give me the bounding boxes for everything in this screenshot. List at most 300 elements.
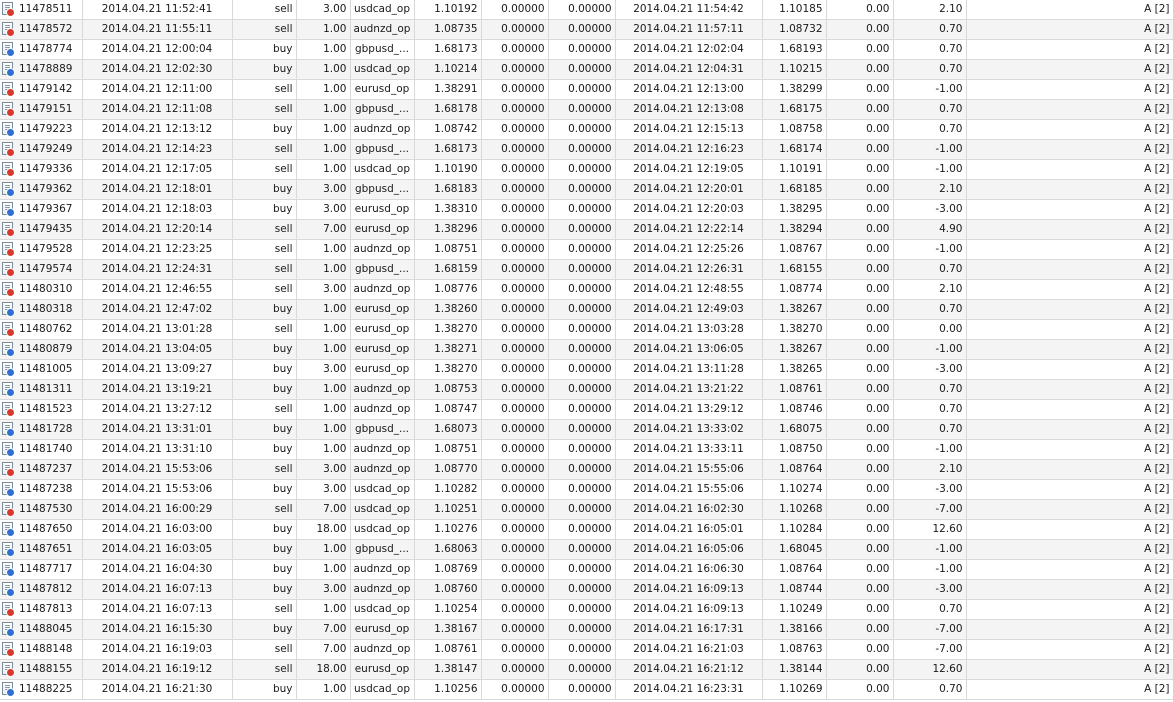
size-cell: 1.00 — [296, 300, 350, 320]
commission-cell: 0.00 — [826, 440, 893, 460]
commission-cell: 0.00 — [826, 340, 893, 360]
profit-cell: 12.60 — [893, 520, 966, 540]
size-cell: 1.00 — [296, 560, 350, 580]
type-cell: buy — [232, 40, 296, 60]
size-cell: 1.00 — [296, 540, 350, 560]
close-time-cell: 2014.04.21 13:21:22 — [615, 380, 762, 400]
table-row[interactable] — [0, 140, 1173, 160]
take-profit-cell: 0.00000 — [548, 320, 615, 340]
ticket-cell — [0, 620, 82, 640]
size-cell: 18.00 — [296, 660, 350, 680]
buy-order-icon — [2, 522, 13, 535]
commission-cell: 0.00 — [826, 420, 893, 440]
ticket-cell — [0, 140, 82, 160]
close-time-cell: 2014.04.21 12:15:13 — [615, 120, 762, 140]
table-row[interactable] — [0, 380, 1173, 400]
type-cell: sell — [232, 160, 296, 180]
sell-order-icon — [2, 462, 13, 475]
stop-loss-cell: 0.00000 — [481, 560, 548, 580]
table-row[interactable] — [0, 180, 1173, 200]
close-price-cell: 1.38295 — [762, 200, 826, 220]
take-profit-cell: 0.00000 — [548, 560, 615, 580]
close-price-cell: 1.68175 — [762, 100, 826, 120]
type-cell: buy — [232, 300, 296, 320]
commission-cell: 0.00 — [826, 240, 893, 260]
comment-cell: A [2] — [966, 220, 1173, 240]
size-cell: 18.00 — [296, 520, 350, 540]
profit-cell: 0.70 — [893, 420, 966, 440]
take-profit-cell: 0.00000 — [548, 180, 615, 200]
comment-cell: A [2] — [966, 180, 1173, 200]
ticket-cell — [0, 600, 82, 620]
close-time-cell: 2014.04.21 16:17:31 — [615, 620, 762, 640]
close-time-cell: 2014.04.21 16:06:30 — [615, 560, 762, 580]
open-time-cell: 2014.04.21 13:31:10 — [82, 440, 232, 460]
type-cell: sell — [232, 80, 296, 100]
ticket-cell — [0, 380, 82, 400]
ticket-number: 11479223 — [19, 123, 73, 135]
open-price-cell: 1.10251 — [414, 500, 481, 520]
size-cell: 1.00 — [296, 60, 350, 80]
open-price-cell: 1.10192 — [414, 0, 481, 20]
ticket-number: 11481728 — [19, 423, 73, 435]
type-cell: buy — [232, 340, 296, 360]
table-row[interactable] — [0, 240, 1173, 260]
buy-order-icon — [2, 62, 13, 75]
stop-loss-cell: 0.00000 — [481, 60, 548, 80]
size-cell: 3.00 — [296, 180, 350, 200]
ticket-number: 11479528 — [19, 243, 73, 255]
open-time-cell: 2014.04.21 12:14:23 — [82, 140, 232, 160]
ticket-cell — [0, 320, 82, 340]
ticket-number: 11479362 — [19, 183, 73, 195]
table-row[interactable] — [0, 480, 1173, 500]
take-profit-cell: 0.00000 — [548, 140, 615, 160]
ticket-cell — [0, 20, 82, 40]
sell-order-icon — [2, 262, 13, 275]
table-row[interactable] — [0, 520, 1173, 540]
close-time-cell: 2014.04.21 16:09:13 — [615, 600, 762, 620]
table-row[interactable] — [0, 680, 1173, 700]
take-profit-cell: 0.00000 — [548, 20, 615, 40]
profit-cell: -3.00 — [893, 360, 966, 380]
open-price-cell: 1.08760 — [414, 580, 481, 600]
open-price-cell: 1.38310 — [414, 200, 481, 220]
table-row[interactable] — [0, 540, 1173, 560]
open-price-cell: 1.08770 — [414, 460, 481, 480]
take-profit-cell: 0.00000 — [548, 100, 615, 120]
open-price-cell: 1.68183 — [414, 180, 481, 200]
table-row[interactable] — [0, 640, 1173, 660]
ticket-cell — [0, 520, 82, 540]
take-profit-cell: 0.00000 — [548, 600, 615, 620]
symbol-cell: audnzd_op — [350, 240, 414, 260]
take-profit-cell: 0.00000 — [548, 480, 615, 500]
ticket-number: 11487813 — [19, 603, 73, 615]
ticket-number: 11478889 — [19, 63, 73, 75]
table-row[interactable] — [0, 620, 1173, 640]
close-time-cell: 2014.04.21 12:48:55 — [615, 280, 762, 300]
ticket-number: 11488045 — [19, 623, 73, 635]
comment-cell: A [2] — [966, 540, 1173, 560]
commission-cell: 0.00 — [826, 140, 893, 160]
table-row[interactable] — [0, 120, 1173, 140]
commission-cell: 0.00 — [826, 200, 893, 220]
type-cell: buy — [232, 360, 296, 380]
ticket-number: 11479151 — [19, 103, 73, 115]
profit-cell: 2.10 — [893, 460, 966, 480]
comment-cell: A [2] — [966, 0, 1173, 20]
take-profit-cell: 0.00000 — [548, 500, 615, 520]
open-time-cell: 2014.04.21 16:00:29 — [82, 500, 232, 520]
close-price-cell: 1.10215 — [762, 60, 826, 80]
symbol-cell: eurusd_op — [350, 220, 414, 240]
profit-cell: -1.00 — [893, 540, 966, 560]
open-time-cell: 2014.04.21 15:53:06 — [82, 480, 232, 500]
profit-cell: 0.70 — [893, 300, 966, 320]
take-profit-cell: 0.00000 — [548, 280, 615, 300]
stop-loss-cell: 0.00000 — [481, 200, 548, 220]
symbol-cell: audnzd_op — [350, 440, 414, 460]
ticket-number: 11481523 — [19, 403, 73, 415]
size-cell: 7.00 — [296, 220, 350, 240]
open-time-cell: 2014.04.21 12:47:02 — [82, 300, 232, 320]
open-time-cell: 2014.04.21 16:07:13 — [82, 600, 232, 620]
buy-order-icon — [2, 582, 13, 595]
symbol-cell: usdcad_op — [350, 520, 414, 540]
close-price-cell: 1.08750 — [762, 440, 826, 460]
close-time-cell: 2014.04.21 16:05:01 — [615, 520, 762, 540]
stop-loss-cell: 0.00000 — [481, 300, 548, 320]
table-row[interactable] — [0, 200, 1173, 220]
open-price-cell: 1.68173 — [414, 140, 481, 160]
table-row[interactable] — [0, 20, 1173, 40]
table-row[interactable] — [0, 0, 1173, 20]
type-cell: sell — [232, 500, 296, 520]
comment-cell: A [2] — [966, 120, 1173, 140]
symbol-cell: gbpusd_... — [350, 140, 414, 160]
profit-cell: 2.10 — [893, 0, 966, 20]
size-cell: 1.00 — [296, 40, 350, 60]
size-cell: 7.00 — [296, 500, 350, 520]
take-profit-cell: 0.00000 — [548, 260, 615, 280]
ticket-number: 11487237 — [19, 463, 73, 475]
type-cell: buy — [232, 680, 296, 700]
buy-order-icon — [2, 382, 13, 395]
sell-order-icon — [2, 662, 13, 675]
commission-cell: 0.00 — [826, 280, 893, 300]
type-cell: sell — [232, 460, 296, 480]
close-price-cell: 1.68174 — [762, 140, 826, 160]
symbol-cell: gbpusd_... — [350, 540, 414, 560]
sell-order-icon — [2, 502, 13, 515]
close-price-cell: 1.08774 — [762, 280, 826, 300]
type-cell: buy — [232, 620, 296, 640]
close-time-cell: 2014.04.21 15:55:06 — [615, 480, 762, 500]
type-cell: buy — [232, 580, 296, 600]
ticket-number: 11478572 — [19, 23, 73, 35]
ticket-number: 11479435 — [19, 223, 73, 235]
stop-loss-cell: 0.00000 — [481, 680, 548, 700]
ticket-number: 11479574 — [19, 263, 73, 275]
profit-cell: -3.00 — [893, 580, 966, 600]
size-cell: 1.00 — [296, 380, 350, 400]
comment-cell: A [2] — [966, 620, 1173, 640]
comment-cell: A [2] — [966, 160, 1173, 180]
commission-cell: 0.00 — [826, 660, 893, 680]
close-price-cell: 1.38267 — [762, 300, 826, 320]
type-cell: sell — [232, 660, 296, 680]
close-time-cell: 2014.04.21 11:57:11 — [615, 20, 762, 40]
size-cell: 1.00 — [296, 400, 350, 420]
table-row[interactable] — [0, 280, 1173, 300]
type-cell: buy — [232, 200, 296, 220]
comment-cell: A [2] — [966, 640, 1173, 660]
ticket-cell — [0, 220, 82, 240]
buy-order-icon — [2, 302, 13, 315]
profit-cell: -1.00 — [893, 160, 966, 180]
comment-cell: A [2] — [966, 660, 1173, 680]
type-cell: sell — [232, 240, 296, 260]
table-row[interactable] — [0, 80, 1173, 100]
comment-cell: A [2] — [966, 520, 1173, 540]
symbol-cell: eurusd_op — [350, 340, 414, 360]
take-profit-cell: 0.00000 — [548, 620, 615, 640]
table-row[interactable] — [0, 660, 1173, 680]
profit-cell: 4.90 — [893, 220, 966, 240]
close-time-cell: 2014.04.21 12:13:08 — [615, 100, 762, 120]
close-time-cell: 2014.04.21 12:49:03 — [615, 300, 762, 320]
stop-loss-cell: 0.00000 — [481, 140, 548, 160]
open-price-cell: 1.38270 — [414, 320, 481, 340]
ticket-number: 11480310 — [19, 283, 73, 295]
table-row[interactable] — [0, 260, 1173, 280]
table-row[interactable] — [0, 560, 1173, 580]
take-profit-cell: 0.00000 — [548, 380, 615, 400]
type-cell: sell — [232, 20, 296, 40]
close-price-cell: 1.10274 — [762, 480, 826, 500]
take-profit-cell: 0.00000 — [548, 540, 615, 560]
buy-order-icon — [2, 442, 13, 455]
comment-cell: A [2] — [966, 80, 1173, 100]
ticket-cell — [0, 240, 82, 260]
symbol-cell: audnzd_op — [350, 560, 414, 580]
open-time-cell: 2014.04.21 12:18:03 — [82, 200, 232, 220]
take-profit-cell: 0.00000 — [548, 60, 615, 80]
sell-order-icon — [2, 282, 13, 295]
table-row[interactable] — [0, 400, 1173, 420]
table-row[interactable] — [0, 500, 1173, 520]
table-row[interactable] — [0, 420, 1173, 440]
size-cell: 1.00 — [296, 160, 350, 180]
take-profit-cell: 0.00000 — [548, 160, 615, 180]
stop-loss-cell: 0.00000 — [481, 100, 548, 120]
stop-loss-cell: 0.00000 — [481, 540, 548, 560]
type-cell: buy — [232, 520, 296, 540]
profit-cell: 0.00 — [893, 320, 966, 340]
commission-cell: 0.00 — [826, 500, 893, 520]
profit-cell: -1.00 — [893, 140, 966, 160]
close-price-cell: 1.38166 — [762, 620, 826, 640]
size-cell: 1.00 — [296, 680, 350, 700]
close-time-cell: 2014.04.21 16:23:31 — [615, 680, 762, 700]
buy-order-icon — [2, 482, 13, 495]
ticket-cell — [0, 460, 82, 480]
close-time-cell: 2014.04.21 13:33:02 — [615, 420, 762, 440]
comment-cell: A [2] — [966, 200, 1173, 220]
open-price-cell: 1.38270 — [414, 360, 481, 380]
table-row[interactable] — [0, 220, 1173, 240]
close-price-cell: 1.08764 — [762, 460, 826, 480]
open-time-cell: 2014.04.21 13:04:05 — [82, 340, 232, 360]
ticket-cell — [0, 80, 82, 100]
take-profit-cell: 0.00000 — [548, 660, 615, 680]
symbol-cell: audnzd_op — [350, 380, 414, 400]
type-cell: buy — [232, 420, 296, 440]
table-row[interactable] — [0, 100, 1173, 120]
type-cell: buy — [232, 60, 296, 80]
symbol-cell: usdcad_op — [350, 600, 414, 620]
ticket-cell — [0, 300, 82, 320]
open-price-cell: 1.68073 — [414, 420, 481, 440]
symbol-cell: usdcad_op — [350, 160, 414, 180]
ticket-cell — [0, 200, 82, 220]
table-row[interactable] — [0, 460, 1173, 480]
open-time-cell: 2014.04.21 16:07:13 — [82, 580, 232, 600]
profit-cell: 2.10 — [893, 180, 966, 200]
ticket-number: 11488225 — [19, 683, 73, 695]
comment-cell: A [2] — [966, 440, 1173, 460]
type-cell: buy — [232, 380, 296, 400]
close-time-cell: 2014.04.21 12:13:00 — [615, 80, 762, 100]
profit-cell: 0.70 — [893, 20, 966, 40]
stop-loss-cell: 0.00000 — [481, 640, 548, 660]
stop-loss-cell: 0.00000 — [481, 480, 548, 500]
buy-order-icon — [2, 362, 13, 375]
sell-order-icon — [2, 142, 13, 155]
stop-loss-cell: 0.00000 — [481, 600, 548, 620]
open-price-cell: 1.10190 — [414, 160, 481, 180]
table-row[interactable] — [0, 60, 1173, 80]
table-row[interactable] — [0, 580, 1173, 600]
open-time-cell: 2014.04.21 16:19:03 — [82, 640, 232, 660]
stop-loss-cell: 0.00000 — [481, 660, 548, 680]
ticket-cell — [0, 540, 82, 560]
open-time-cell: 2014.04.21 12:20:14 — [82, 220, 232, 240]
open-price-cell: 1.68173 — [414, 40, 481, 60]
commission-cell: 0.00 — [826, 400, 893, 420]
ticket-number: 11479142 — [19, 83, 73, 95]
size-cell: 3.00 — [296, 580, 350, 600]
open-price-cell: 1.08735 — [414, 20, 481, 40]
symbol-cell: eurusd_op — [350, 320, 414, 340]
close-time-cell: 2014.04.21 16:09:13 — [615, 580, 762, 600]
table-row[interactable] — [0, 40, 1173, 60]
take-profit-cell: 0.00000 — [548, 200, 615, 220]
type-cell: sell — [232, 600, 296, 620]
size-cell: 7.00 — [296, 620, 350, 640]
commission-cell: 0.00 — [826, 260, 893, 280]
close-time-cell: 2014.04.21 13:06:05 — [615, 340, 762, 360]
close-price-cell: 1.08761 — [762, 380, 826, 400]
size-cell: 3.00 — [296, 480, 350, 500]
close-price-cell: 1.10284 — [762, 520, 826, 540]
table-row[interactable] — [0, 340, 1173, 360]
comment-cell: A [2] — [966, 340, 1173, 360]
open-price-cell: 1.68159 — [414, 260, 481, 280]
buy-order-icon — [2, 182, 13, 195]
type-cell: sell — [232, 280, 296, 300]
buy-order-icon — [2, 342, 13, 355]
commission-cell: 0.00 — [826, 0, 893, 20]
type-cell: buy — [232, 480, 296, 500]
ticket-number: 11480879 — [19, 343, 73, 355]
table-row[interactable] — [0, 600, 1173, 620]
profit-cell: 0.70 — [893, 40, 966, 60]
ticket-cell — [0, 120, 82, 140]
sell-order-icon — [2, 102, 13, 115]
commission-cell: 0.00 — [826, 580, 893, 600]
open-price-cell: 1.08776 — [414, 280, 481, 300]
open-price-cell: 1.68063 — [414, 540, 481, 560]
size-cell: 3.00 — [296, 460, 350, 480]
close-price-cell: 1.08744 — [762, 580, 826, 600]
comment-cell: A [2] — [966, 460, 1173, 480]
size-cell: 3.00 — [296, 200, 350, 220]
close-price-cell: 1.10185 — [762, 0, 826, 20]
stop-loss-cell: 0.00000 — [481, 620, 548, 640]
table-row[interactable] — [0, 440, 1173, 460]
open-time-cell: 2014.04.21 12:02:30 — [82, 60, 232, 80]
profit-cell: -1.00 — [893, 440, 966, 460]
table-row[interactable] — [0, 160, 1173, 180]
stop-loss-cell: 0.00000 — [481, 180, 548, 200]
stop-loss-cell: 0.00000 — [481, 260, 548, 280]
size-cell: 1.00 — [296, 120, 350, 140]
take-profit-cell: 0.00000 — [548, 680, 615, 700]
open-price-cell: 1.08753 — [414, 380, 481, 400]
table-row[interactable] — [0, 300, 1173, 320]
size-cell: 1.00 — [296, 340, 350, 360]
ticket-number: 11487812 — [19, 583, 73, 595]
ticket-cell — [0, 580, 82, 600]
open-time-cell: 2014.04.21 13:27:12 — [82, 400, 232, 420]
close-price-cell: 1.08767 — [762, 240, 826, 260]
table-row[interactable] — [0, 320, 1173, 340]
symbol-cell: audnzd_op — [350, 400, 414, 420]
ticket-cell — [0, 260, 82, 280]
stop-loss-cell: 0.00000 — [481, 0, 548, 20]
commission-cell: 0.00 — [826, 480, 893, 500]
take-profit-cell: 0.00000 — [548, 440, 615, 460]
commission-cell: 0.00 — [826, 640, 893, 660]
close-price-cell: 1.38299 — [762, 80, 826, 100]
ticket-number: 11481311 — [19, 383, 73, 395]
table-row[interactable] — [0, 360, 1173, 380]
stop-loss-cell: 0.00000 — [481, 220, 548, 240]
close-time-cell: 2014.04.21 13:29:12 — [615, 400, 762, 420]
close-price-cell: 1.38144 — [762, 660, 826, 680]
comment-cell: A [2] — [966, 100, 1173, 120]
close-time-cell: 2014.04.21 15:55:06 — [615, 460, 762, 480]
open-price-cell: 1.10276 — [414, 520, 481, 540]
stop-loss-cell: 0.00000 — [481, 580, 548, 600]
stop-loss-cell: 0.00000 — [481, 420, 548, 440]
buy-order-icon — [2, 562, 13, 575]
stop-loss-cell: 0.00000 — [481, 320, 548, 340]
size-cell: 1.00 — [296, 240, 350, 260]
symbol-cell: audnzd_op — [350, 120, 414, 140]
